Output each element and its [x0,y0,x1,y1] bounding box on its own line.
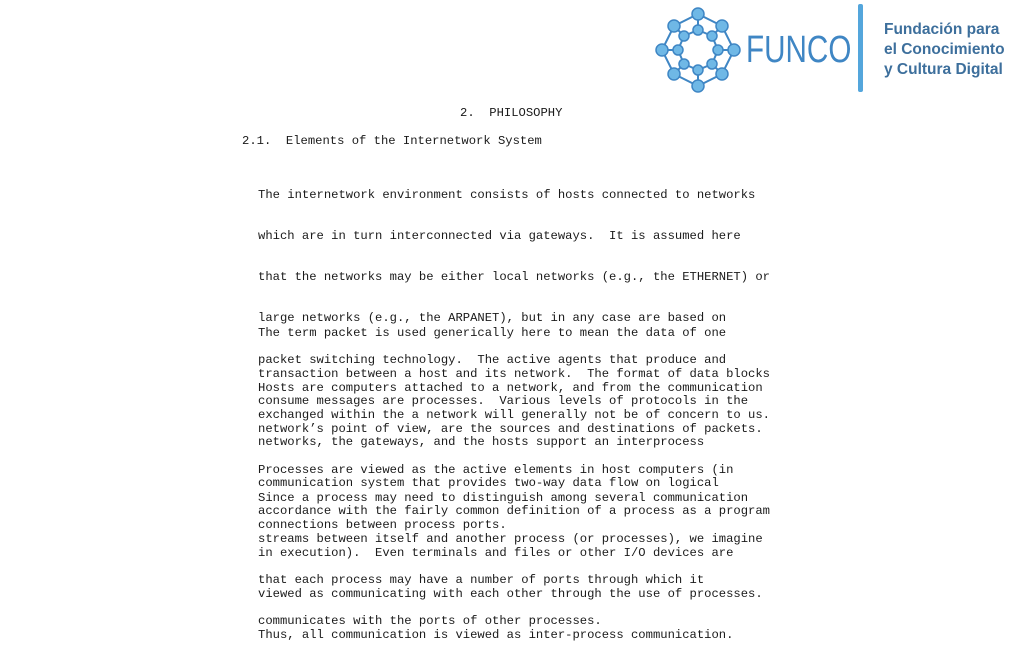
text-line: Hosts are computers attached to a network, and from the communication [258,380,763,395]
logo-divider [858,4,863,92]
text-line: transaction between a host and its network. The format of data blocks [258,366,770,381]
text-line: large networks (e.g., the ARPANET), but in any case are based on [258,311,727,326]
text-line: networks, the gateways, and the hosts support an interprocess [258,435,705,449]
text-line: The internetwork environment consists of hosts connected to networks [258,187,756,202]
funco-logo [650,0,1024,100]
logo-tagline-line: y Cultura Digital [884,61,1003,78]
text-line: Thus, all communication is viewed as inter-process communication. [258,628,734,642]
logo-tagline-line: Fundación para [884,21,1000,38]
logo-wordmark: FUNCO [746,29,852,71]
text-line: connections between process ports. [258,517,507,532]
paragraph [258,464,763,657]
network-nodes-icon [654,6,742,94]
text-line: packet switching technology. The active agents that produce and [258,352,727,367]
text-line: accordance with the fairly common definition of a process as a program [258,504,770,519]
text-line: in execution). Even terminals and files or other I/O devices are [258,545,734,560]
text-line: communicates with the ports of other processes. [258,614,602,629]
text-line: which are in turn interconnected via gateways. It is assumed here [258,228,741,243]
text-line: The term packet is used generically here to mean the data of one [258,325,727,340]
text-line: that each process may have a number of ports through which it [258,573,705,587]
logo-tagline [884,20,1024,80]
section-title: 2. PHILOSOPHY [460,106,563,120]
text-line: exchanged within the a network will generally not be of concern to us. [258,408,770,422]
text-line: consume messages are processes. Various levels of protocols in the [258,393,749,408]
text-line: Processes are viewed as the active elements in host computers (in [258,463,734,477]
text-line: communication system that provides two-way data flow on logical [258,476,719,491]
text-line: Since a process may need to distinguish among several communication [258,490,749,505]
logo-tagline-line: el Conocimiento [884,41,1005,58]
text-line: streams between itself and another process (or processes), we imagine [258,531,763,546]
text-line: network’s point of view, are the sources and destinations of packets. [258,421,763,436]
subsection-title: 2.1. Elements of the Internetwork System [242,134,542,148]
text-line: that the networks may be either local networks (e.g., the ETHERNET) or [258,270,770,284]
text-line: viewed as communicating with each other through the use of processes. [258,586,763,601]
